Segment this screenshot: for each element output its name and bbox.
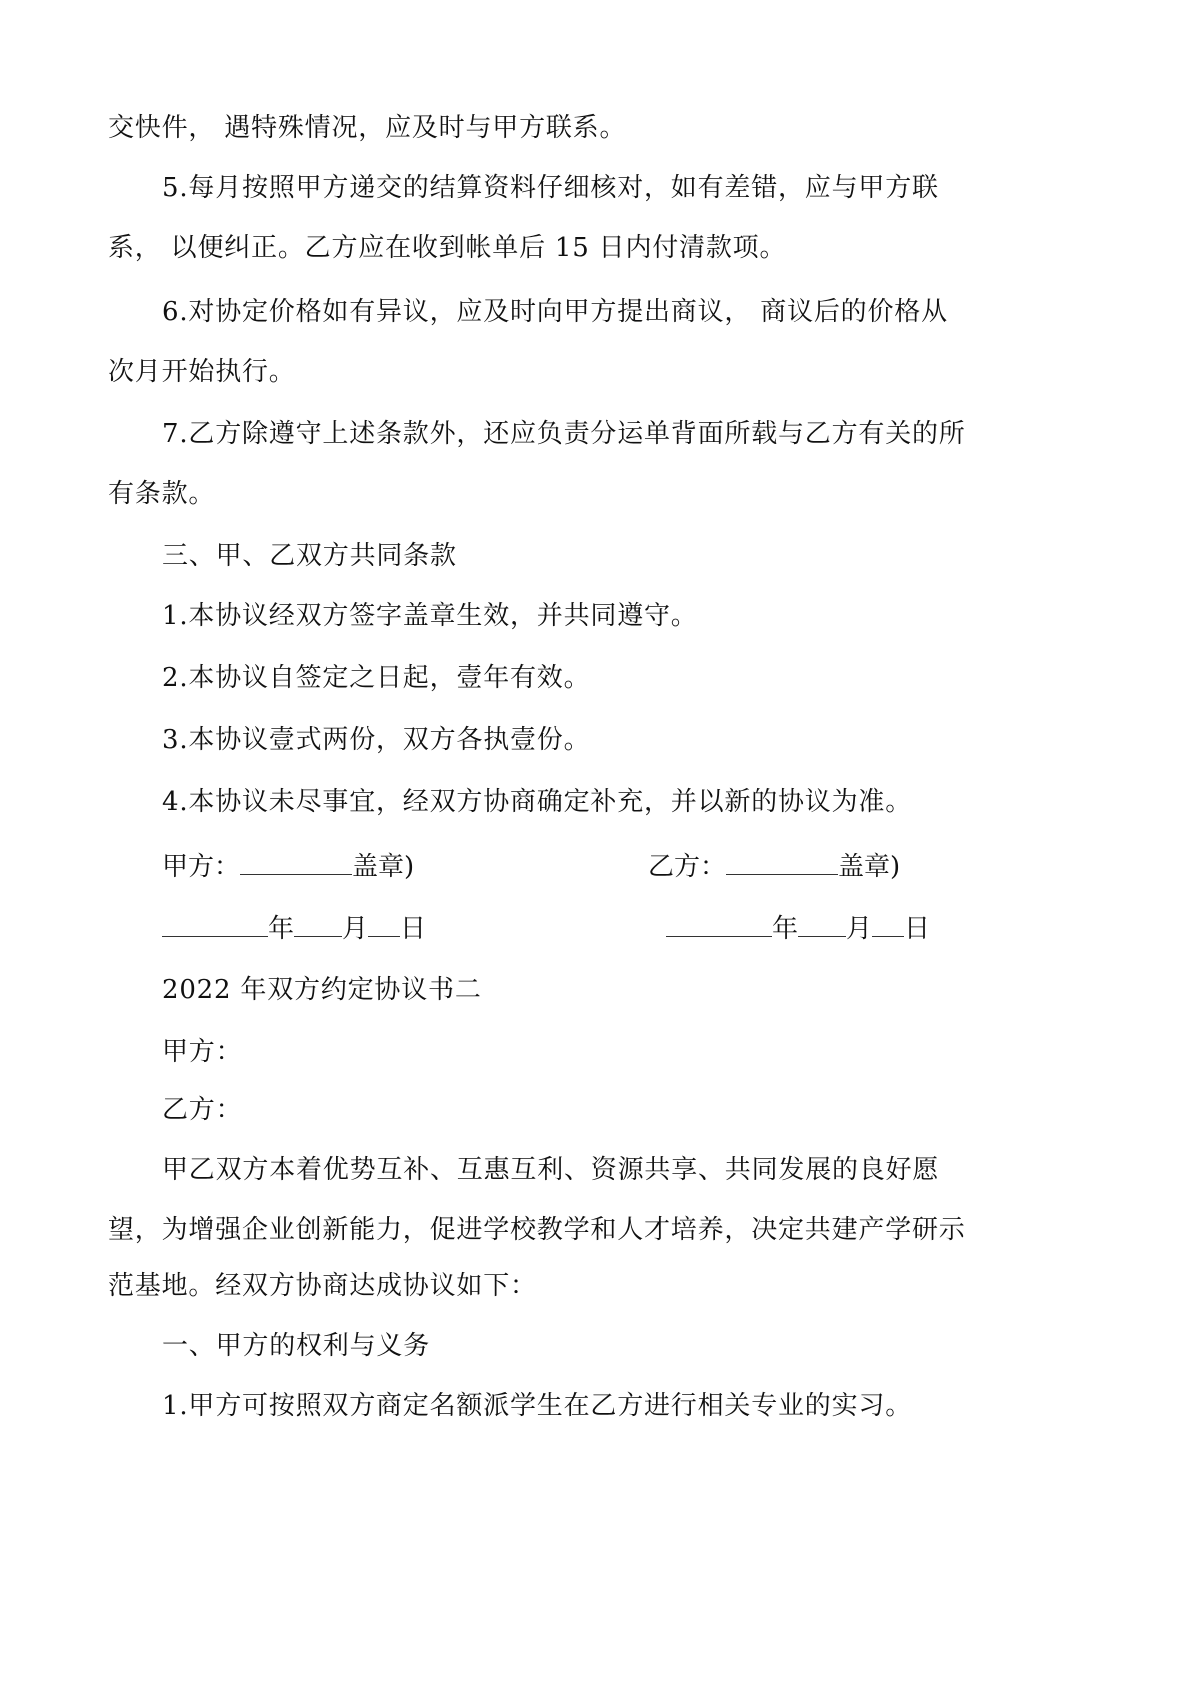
paragraph-line: 3.本协议壹式两份，双方各执壹份。 xyxy=(162,725,591,755)
party-b-label: 乙方： xyxy=(648,852,727,882)
paragraph-line: 望，为增强企业创新能力，促进学校教学和人才培养，决定共建产学研示 xyxy=(108,1215,966,1245)
party-a-signature xyxy=(162,850,414,883)
year-blank xyxy=(666,912,772,937)
paragraph-line: 甲乙双方本着优势互补、互惠互利、资源共享、共同发展的良好愿 xyxy=(162,1155,940,1185)
day-blank xyxy=(368,912,400,937)
paragraph-line: 有条款。 xyxy=(108,479,216,509)
party-a-date xyxy=(162,912,426,945)
month-blank xyxy=(798,912,846,937)
party-b-line: 乙方： xyxy=(162,1095,243,1125)
paragraph-line: 2.本协议自签定之日起，壹年有效。 xyxy=(162,663,591,693)
day-blank xyxy=(872,912,904,937)
paragraph-line: 系， 以便纠正。乙方应在收到帐单后 15 日内付清款项。 xyxy=(108,233,787,263)
seal-label: 盖章) xyxy=(838,852,901,882)
party-b-date xyxy=(666,912,930,945)
month-label: 月 xyxy=(846,914,873,944)
seal-label: 盖章) xyxy=(352,852,415,882)
paragraph-line: 4.本协议未尽事宜，经双方协商确定补充，并以新的协议为准。 xyxy=(162,787,913,817)
paragraph-line: 5.每月按照甲方递交的结算资料仔细核对，如有差错，应与甲方联 xyxy=(162,173,939,203)
year-label: 年 xyxy=(772,914,799,944)
paragraph-line: 次月开始执行。 xyxy=(108,357,296,387)
party-a-line: 甲方： xyxy=(162,1037,243,1067)
paragraph-line: 1.本协议经双方签字盖章生效，并共同遵守。 xyxy=(162,601,698,631)
paragraph-line: 交快件， 遇特殊情况，应及时与甲方联系。 xyxy=(108,113,627,143)
section-heading: 三、甲、乙双方共同条款 xyxy=(162,541,457,571)
document-title: 2022 年双方约定协议书二 xyxy=(162,975,482,1005)
party-a-blank xyxy=(240,850,352,875)
day-label: 日 xyxy=(904,914,931,944)
day-label: 日 xyxy=(400,914,427,944)
section-heading: 一、甲方的权利与义务 xyxy=(162,1331,431,1361)
party-b-blank xyxy=(726,850,838,875)
month-label: 月 xyxy=(342,914,369,944)
paragraph-line: 6.对协定价格如有异议，应及时向甲方提出商议， 商议后的价格从 xyxy=(162,297,948,327)
party-a-label: 甲方： xyxy=(162,852,241,882)
year-label: 年 xyxy=(268,914,295,944)
party-b-signature xyxy=(648,850,900,883)
paragraph-line: 范基地。经双方协商达成协议如下： xyxy=(108,1271,537,1301)
paragraph-line: 7.乙方除遵守上述条款外，还应负责分运单背面所载与乙方有关的所 xyxy=(162,419,966,449)
month-blank xyxy=(294,912,342,937)
paragraph-line: 1.甲方可按照双方商定名额派学生在乙方进行相关专业的实习。 xyxy=(162,1391,913,1421)
year-blank xyxy=(162,912,268,937)
